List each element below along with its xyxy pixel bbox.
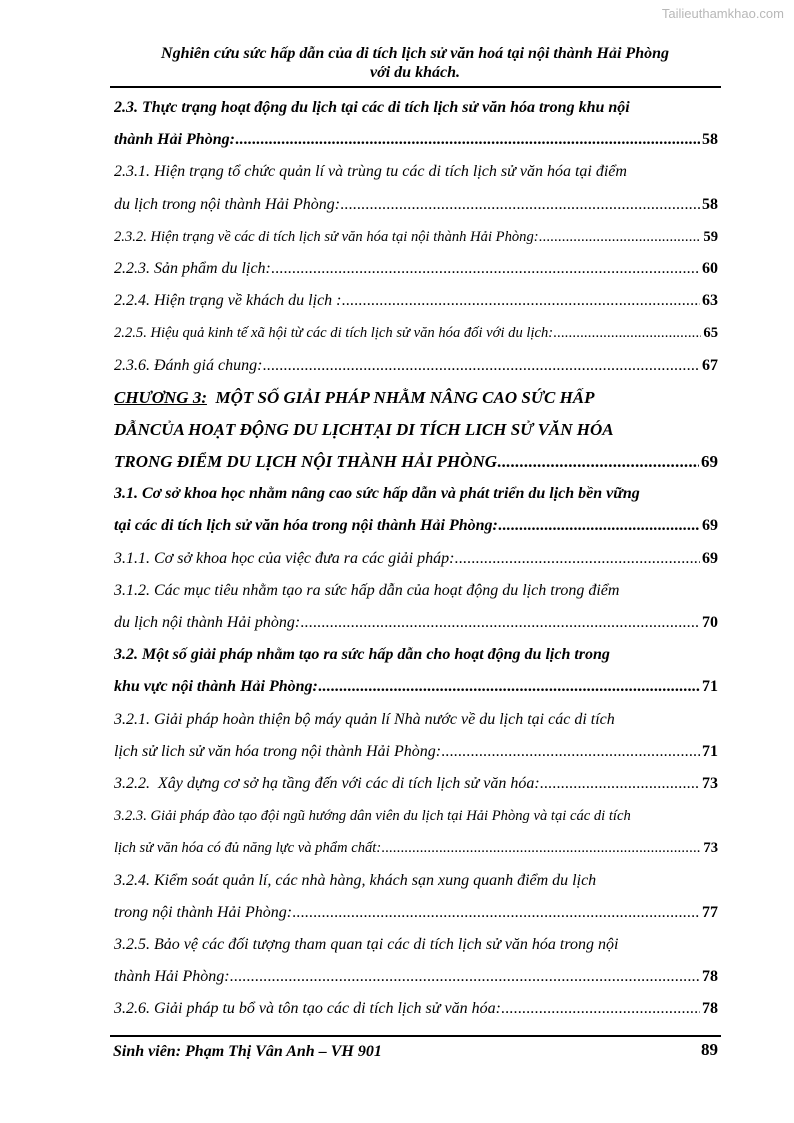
toc-entry	[114, 446, 718, 478]
toc-entry	[114, 285, 718, 317]
toc-page-number: 69	[702, 517, 718, 535]
dot-leader	[498, 510, 700, 542]
toc-entry	[114, 671, 718, 703]
toc-entry	[114, 382, 718, 414]
toc-entry-text: 3.2.3. Giải pháp đào tạo đội ngũ hướng dân viên du lịch tại Hải Phòng và tại các di tích	[114, 808, 631, 825]
dot-leader	[230, 961, 700, 993]
toc-page-number: 71	[702, 678, 718, 696]
dot-leader	[553, 317, 701, 349]
dot-leader	[539, 221, 702, 253]
page-number: 89	[701, 1040, 718, 1059]
toc-entry-text: 3.1.2. Các mục tiêu nhằm tạo ra sức hấp dẫn của hoạt động du lịch trong điểm	[114, 581, 620, 599]
toc-entry	[114, 961, 718, 993]
toc-page-number: 67	[702, 356, 718, 374]
dot-leader	[235, 124, 700, 156]
toc-entry-text: 3.2. Một số giải pháp nhằm tạo ra sức hấp dẫn cho hoạt động du lịch trong	[114, 646, 610, 664]
footer-student-name: Sinh viên: Phạm Thị Vân Anh – VH 901	[113, 1043, 382, 1060]
toc-entry-text: 2.2.3. Sản phẩm du lịch:	[114, 259, 271, 277]
toc-entry	[114, 736, 718, 768]
header-line-2: với du khách.	[370, 64, 460, 81]
toc-entry-text: khu vực nội thành Hải Phòng:	[114, 678, 318, 696]
toc-entry	[114, 350, 718, 382]
watermark: Tailieuthamkhao.com	[661, 6, 784, 21]
toc-page-number: 78	[702, 968, 718, 986]
toc-page-number: 65	[703, 325, 718, 342]
toc-entry-text: thành Hải Phòng:	[114, 968, 230, 986]
toc-entry	[114, 221, 718, 253]
toc-entry	[114, 704, 718, 736]
toc-entry	[114, 543, 718, 575]
dot-leader	[271, 253, 700, 285]
toc-entry-text: 2.3.6. Đánh giá chung:	[114, 356, 263, 374]
header-line-1: Nghiên cứu sức hấp dẫn của di tích lịch sử văn hoá tại nội thành Hải Phòng	[161, 45, 669, 62]
toc-page-number: 71	[702, 742, 718, 760]
toc-entry-text: 2.3.1. Hiện trạng tổ chức quản lí và trùng tu các di tích lịch sử văn hóa tại điểm	[114, 163, 627, 181]
footer-rule	[110, 1035, 721, 1037]
toc-entry-text: du lịch nội thành Hải phòng:	[114, 614, 301, 631]
toc-entry-text: lịch sử văn hóa có đủ năng lực và phẩm chất:	[114, 840, 382, 857]
toc-entry-text: DẪNCỦA HOẠT ĐỘNG DU LỊCHTẠI DI TÍCH LICH SỬ VĂN HÓA	[114, 419, 614, 439]
toc-entry-text: 2.2.5. Hiệu quả kinh tế xã hội từ các di tích lịch sử văn hóa đối với du lịch:	[114, 325, 554, 342]
toc-page-number: 59	[703, 228, 718, 245]
toc-entry-text: 2.3.2. Hiện trạng về các di tích lịch sử văn hóa tại nội thành Hải Phòng:	[114, 228, 539, 245]
toc-page-number: 60	[702, 259, 718, 277]
toc-page-number: 63	[702, 292, 718, 310]
toc-entry	[114, 768, 718, 800]
dot-leader	[342, 285, 701, 317]
dot-leader	[454, 543, 700, 575]
dot-leader	[262, 350, 700, 382]
toc-page-number: 78	[702, 1000, 718, 1018]
toc-entry-text: 3.1. Cơ sở khoa học nhằm nâng cao sức hấp dẫn và phát triển du lịch bền vững	[114, 485, 640, 503]
toc-entry-text: 3.2.1. Giải pháp hoàn thiện bộ máy quản lí Nhà nước về du lịch tại các di tích	[114, 710, 615, 728]
toc-entry-text: 3.1.1. Cơ sở khoa học của việc đưa ra các giải pháp:	[114, 549, 455, 567]
page-header	[110, 44, 720, 82]
dot-leader	[292, 897, 700, 929]
toc-entry-text: 2.2.4. Hiện trạng về khách du lịch :	[114, 292, 342, 310]
toc-entry-text: 3.2.5. Bảo vệ các đối tượng tham quan tại các di tích lịch sử văn hóa trong nội	[114, 935, 619, 953]
toc-page-number: 73	[702, 774, 718, 792]
toc-entry-text: thành Hải Phòng:	[114, 131, 235, 149]
dot-leader	[318, 671, 700, 703]
toc-page-number: 73	[703, 840, 718, 857]
dot-leader	[501, 993, 700, 1025]
toc-entry	[114, 929, 718, 961]
toc-page-number: 69	[701, 452, 718, 472]
toc-entry-text: 3.2.6. Giải pháp tu bổ và tôn tạo các di tích lịch sử văn hóa:	[114, 1000, 501, 1018]
toc-entry	[114, 510, 718, 542]
toc-page-number: 77	[702, 903, 718, 921]
toc-entry	[114, 607, 718, 639]
toc-entry-text: lịch sử lich sử văn hóa trong nội thành Hải Phòng:	[114, 742, 442, 760]
toc-entry	[114, 897, 718, 929]
toc-entry	[114, 253, 718, 285]
dot-leader	[381, 832, 701, 864]
dot-leader	[497, 446, 699, 478]
toc-entry-text: trong nội thành Hải Phòng:	[114, 903, 293, 921]
chapter-label: CHƯƠNG 3:	[114, 387, 207, 407]
toc-entry	[114, 92, 718, 124]
toc-page-number: 70	[702, 614, 718, 631]
header-rule	[110, 86, 721, 88]
toc-entry	[114, 639, 718, 671]
dot-leader	[540, 768, 700, 800]
toc-entry	[114, 478, 718, 510]
table-of-contents	[114, 92, 718, 1025]
dot-leader	[340, 189, 700, 221]
toc-entry	[114, 865, 718, 897]
toc-entry	[114, 124, 718, 156]
dot-leader	[300, 607, 700, 639]
toc-entry-text: tại các di tích lịch sử văn hóa trong nội thành Hải Phòng:	[114, 517, 498, 535]
toc-entry	[114, 832, 718, 864]
toc-entry-text: du lịch trong nội thành Hải Phòng:	[114, 195, 341, 213]
toc-entry	[114, 800, 718, 832]
toc-entry	[114, 414, 718, 446]
toc-entry	[114, 993, 718, 1025]
toc-entry	[114, 189, 718, 221]
toc-page-number: 58	[702, 195, 718, 213]
toc-page-number: 58	[702, 131, 718, 149]
toc-entry-text: 3.2.2. Xây dựng cơ sở hạ tầng đến với các di tích lịch sử văn hóa:	[114, 774, 540, 792]
toc-entry-text: TRONG ĐIỂM DU LỊCH NỘI THÀNH HẢI PHÒNG	[114, 452, 497, 472]
toc-entry	[114, 317, 718, 349]
dot-leader	[441, 736, 700, 768]
toc-entry-text: MỘT SỐ GIẢI PHÁP NHẰM NÂNG CAO SỨC HẤP	[206, 387, 595, 407]
toc-entry	[114, 156, 718, 188]
toc-entry-text: 2.3. Thực trạng hoạt động du lịch tại các di tích lịch sử văn hóa trong khu nội	[114, 99, 630, 116]
toc-entry-text: 3.2.4. Kiểm soát quản lí, các nhà hàng, khách sạn xung quanh điểm du lịch	[114, 871, 597, 889]
toc-page-number: 69	[702, 549, 718, 567]
toc-entry	[114, 575, 718, 607]
